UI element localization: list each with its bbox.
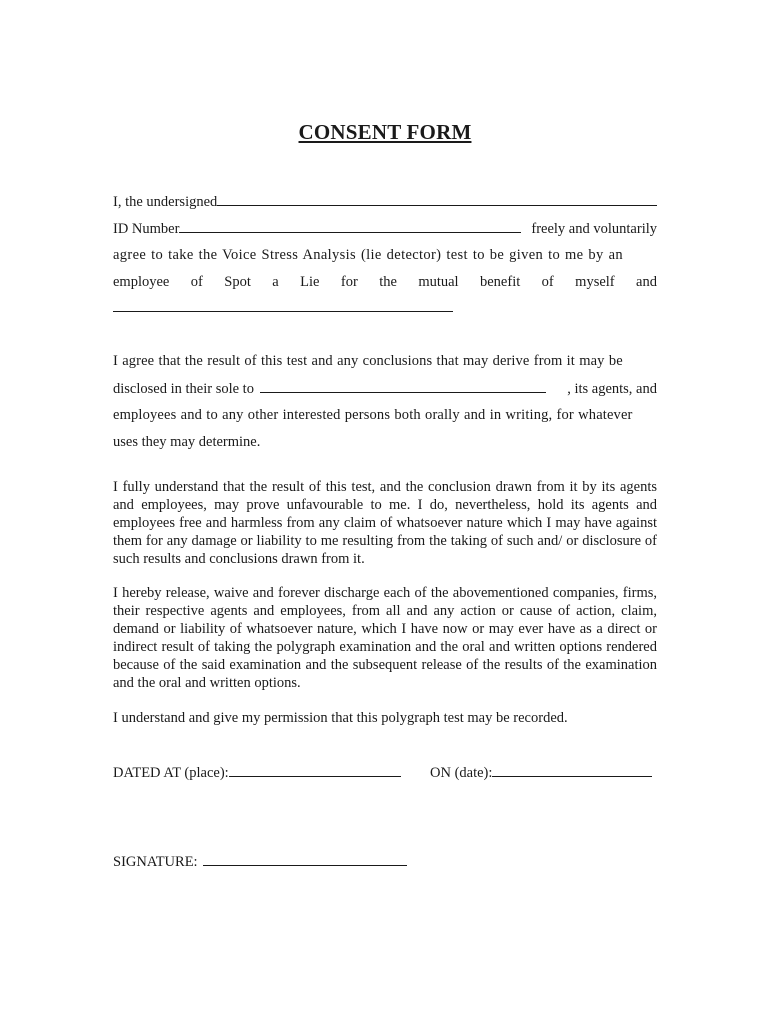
undersigned-name-field[interactable] [217,192,657,206]
employee-line-word: a [272,274,279,290]
understanding-paragraph: I fully understand that the result of this test, and the conclusion drawn from it by its agents and employees, may prove unfavourable to me. I do, nevertheless, hold its agents and employees free and harmless from any claim of whatsoever nature which I may have against them for any damage or liability to me resulting from the taking of such and/ or disclosure of such results and conclusions drawn from it. [113,479,657,567]
dated-at-line [113,763,401,782]
recording-permission-text: I understand and give my permission that this polygraph test may be recorded. [113,710,568,726]
disclosure-text-line: uses they may determine. [113,434,261,450]
disclosure-party-field[interactable] [260,379,546,393]
employee-line-word: Lie [300,274,320,290]
beneficiary-field[interactable] [113,298,453,312]
undersigned-label: I, the undersigned [113,194,218,210]
disclosure-label: disclosed in their sole to [113,381,254,397]
signature-label: SIGNATURE: [113,854,198,870]
employee-line-word: employee [113,274,170,290]
disclosure-text-line: employees and to any other interested persons both orally and in writing, for whatever [113,407,633,423]
signature-field[interactable] [203,852,407,866]
date-field[interactable] [492,763,652,777]
on-date-line [430,763,652,782]
agreement-text-line: agree to take the Voice Stress Analysis (lie detector) test to be given to me by an [113,247,623,263]
employee-line-word: and [636,274,657,290]
dated-at-label: DATED AT (place): [113,765,229,781]
id-number-label: ID Number [113,221,180,237]
employee-line-word: the [379,274,397,290]
disclosure-text-line: I agree that the result of this test and any conclusions that may derive from it may be [113,353,623,369]
id-number-field[interactable] [179,219,521,233]
employee-line-word: Spot [224,274,251,290]
freely-voluntarily-text: freely and voluntarily [531,221,657,237]
employee-line-word: myself [575,274,615,290]
employee-line-word: of [190,274,203,290]
on-date-label: ON (date): [430,765,493,781]
employee-line-word: benefit [480,274,521,290]
employee-line-word: for [340,274,358,290]
disclosure-suffix: , its agents, and [567,381,657,397]
employee-line-word: of [541,274,554,290]
undersigned-line [113,192,657,211]
beneficiary-line [113,298,453,317]
employee-line [113,273,657,291]
release-paragraph: I hereby release, waive and forever discharge each of the abovementioned companies, firms, their respective agents and employees, from all and any action or cause of action, claim, demand or liability of whatsoever nature, which I have now or may ever have as a direct or indirect result of taking the polygraph examination and the oral and written options rendered because of the said examination and the subsequent release of the results of the examination and the oral and written options. [113,585,657,691]
id-number-line [113,219,657,238]
employee-line-word: mutual [418,274,459,290]
place-field[interactable] [229,763,401,777]
disclosure-line [113,379,657,398]
signature-line [113,852,407,871]
page-title: CONSENT FORM [298,120,472,144]
